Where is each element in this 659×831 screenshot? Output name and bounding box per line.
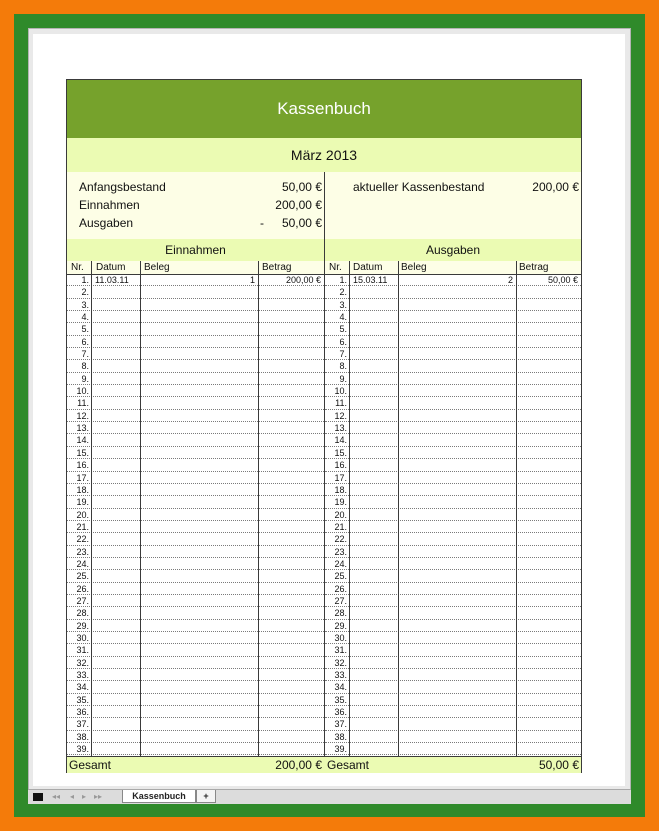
ausgaben-row[interactable] bbox=[325, 681, 581, 693]
einnahmen-row[interactable] bbox=[67, 620, 324, 632]
ausgaben-row[interactable] bbox=[325, 706, 581, 718]
sheet-title[interactable]: Kassenbuch bbox=[67, 80, 581, 139]
ausgaben-row-beleg: 2 bbox=[507, 275, 513, 285]
einnahmen-line-beleg bbox=[258, 261, 259, 756]
einnahmen-heading[interactable]: Einnahmen bbox=[67, 239, 325, 262]
einnahmen-total-value: 200,00 € bbox=[275, 758, 322, 772]
ausgaben-row-nr: 39. bbox=[334, 744, 347, 755]
einnahmen-row-nr: 18. bbox=[76, 484, 89, 495]
einnahmen-row-datum: 11.03.11 bbox=[95, 275, 129, 285]
ausgaben-row[interactable] bbox=[325, 570, 581, 582]
einnahmen-row[interactable] bbox=[67, 521, 324, 533]
ausgaben-row[interactable] bbox=[325, 496, 581, 508]
ausgaben-row[interactable] bbox=[325, 644, 581, 656]
cashbook-sheet bbox=[66, 79, 582, 773]
ausgaben-row[interactable] bbox=[325, 632, 581, 644]
einnahmen-row[interactable] bbox=[67, 373, 324, 385]
kassenbestand-label: aktueller Kassenbestand bbox=[353, 180, 485, 194]
ausgaben-row-nr: 4. bbox=[339, 312, 347, 323]
ausgaben-row-nr: 9. bbox=[339, 373, 347, 384]
ausgaben-row-nr: 32. bbox=[334, 657, 347, 668]
einnahmen-row-nr: 33. bbox=[76, 670, 89, 680]
ausgaben-row-nr: 17. bbox=[334, 472, 347, 483]
einnahmen-row-nr: 1. bbox=[81, 275, 89, 285]
einnahmen-row[interactable] bbox=[67, 595, 324, 607]
ausgaben-row[interactable] bbox=[325, 509, 581, 521]
next-sheet-icon[interactable]: ▸ bbox=[82, 792, 87, 801]
einnahmen-row[interactable] bbox=[67, 484, 324, 496]
einnahmen-row-nr: 6. bbox=[81, 336, 89, 347]
ausgaben-row-nr: 14. bbox=[334, 435, 347, 446]
einnahmen-row[interactable] bbox=[67, 669, 324, 681]
ausgaben-row[interactable] bbox=[325, 472, 581, 484]
einnahmen-row-nr: 16. bbox=[76, 460, 89, 471]
last-sheet-icon[interactable]: ▸▸ bbox=[94, 792, 103, 801]
einnahmen-row[interactable] bbox=[67, 546, 324, 558]
anfangsbestand-label: Anfangsbestand bbox=[79, 180, 166, 194]
einnahmen-row-nr: 24. bbox=[76, 558, 89, 569]
einnahmen-row-nr: 15. bbox=[76, 447, 89, 458]
einnahmen-row-nr: 36. bbox=[76, 707, 89, 718]
einnahmen-row[interactable] bbox=[67, 447, 324, 459]
summary-block bbox=[67, 172, 581, 240]
einnahmen-row[interactable] bbox=[67, 434, 324, 446]
einnahmen-row-nr: 26. bbox=[76, 583, 89, 594]
ausgaben-row[interactable] bbox=[325, 669, 581, 681]
ausgaben-row[interactable] bbox=[325, 422, 581, 434]
einnahmen-row[interactable] bbox=[67, 657, 324, 669]
einnahmen-row[interactable] bbox=[67, 743, 324, 755]
first-sheet-icon[interactable]: ◂◂ bbox=[52, 792, 61, 801]
einnahmen-column-headers bbox=[67, 261, 325, 275]
einnahmen-row-nr: 22. bbox=[76, 534, 89, 545]
ausgaben-row[interactable] bbox=[325, 447, 581, 459]
ausgaben-row[interactable] bbox=[325, 323, 581, 335]
einnahmen-row-nr: 4. bbox=[81, 312, 89, 323]
einnahmen-row-nr: 21. bbox=[76, 521, 89, 532]
einnahmen-row-nr: 20. bbox=[76, 509, 89, 520]
einnahmen-row-nr: 31. bbox=[76, 645, 89, 656]
ausgaben-row-nr: 36. bbox=[334, 707, 347, 718]
einnahmen-row[interactable] bbox=[67, 706, 324, 718]
ausgaben-row[interactable] bbox=[325, 286, 581, 298]
sheet-tab-bar bbox=[28, 789, 631, 804]
center-divider bbox=[324, 239, 325, 756]
ausgaben-row[interactable] bbox=[325, 336, 581, 348]
einnahmen-row-beleg: 1 bbox=[249, 275, 255, 285]
ausgaben-grid bbox=[325, 274, 581, 756]
prev-sheet-icon[interactable]: ◂ bbox=[70, 792, 75, 801]
ausgaben-row-nr: 37. bbox=[334, 719, 347, 730]
einnahmen-row[interactable] bbox=[67, 632, 324, 644]
ausgaben-row-nr: 2. bbox=[339, 287, 347, 298]
einnahmen-row-nr: 37. bbox=[76, 719, 89, 730]
einnahmen-col-datum[interactable]: Datum bbox=[96, 262, 126, 273]
einnahmen-row-nr: 35. bbox=[76, 694, 89, 705]
einnahmen-line-nr bbox=[91, 261, 92, 756]
einnahmen-row-nr: 11. bbox=[77, 398, 89, 409]
ausgaben-row-nr: 15. bbox=[334, 447, 347, 458]
einnahmen-row[interactable] bbox=[67, 410, 324, 422]
ausgaben-row[interactable] bbox=[325, 274, 581, 286]
einnahmen-row-nr: 14. bbox=[76, 435, 89, 446]
einnahmen-row[interactable] bbox=[67, 583, 324, 595]
ausgaben-row-betrag: 50,00 € bbox=[547, 275, 578, 285]
ausgaben-row[interactable] bbox=[325, 484, 581, 496]
einnahmen-col-betrag[interactable]: Betrag bbox=[262, 262, 292, 273]
ausgaben-row[interactable] bbox=[325, 521, 581, 533]
ausgaben-row-nr: 19. bbox=[334, 497, 347, 508]
ausgaben-row[interactable] bbox=[325, 311, 581, 323]
einnahmen-grid bbox=[67, 274, 324, 756]
einnahmen-row[interactable] bbox=[67, 348, 324, 360]
einnahmen-row-nr: 9. bbox=[81, 373, 89, 384]
einnahmen-row[interactable] bbox=[67, 496, 324, 508]
ausgaben-row[interactable] bbox=[325, 533, 581, 545]
einnahmen-row-nr: 7. bbox=[81, 349, 89, 360]
einnahmen-row[interactable] bbox=[67, 459, 324, 471]
ausgaben-line-nr bbox=[349, 261, 350, 756]
einnahmen-row[interactable] bbox=[67, 472, 324, 484]
ausgaben-row[interactable] bbox=[325, 546, 581, 558]
ausgaben-minus: - bbox=[260, 216, 264, 230]
einnahmen-row[interactable] bbox=[67, 274, 324, 286]
einnahmen-row-nr: 23. bbox=[76, 546, 89, 557]
einnahmen-row[interactable] bbox=[67, 397, 324, 409]
ausgaben-row-nr: 21. bbox=[334, 521, 347, 532]
ausgaben-row-nr: 27. bbox=[334, 595, 347, 606]
sheet-tab-kassenbuch[interactable]: Kassenbuch bbox=[122, 790, 196, 803]
einnahmen-row[interactable] bbox=[67, 718, 324, 730]
einnahmen-row[interactable] bbox=[67, 694, 324, 706]
ausgaben-row[interactable] bbox=[325, 607, 581, 619]
einnahmen-row-nr: 38. bbox=[76, 731, 89, 742]
ausgaben-row-nr: 35. bbox=[334, 694, 347, 705]
kassenbestand-value: 200,00 € bbox=[532, 180, 579, 194]
einnahmen-row[interactable] bbox=[67, 286, 324, 298]
ausgaben-row-nr: 28. bbox=[334, 608, 347, 619]
ausgaben-label: Ausgaben bbox=[79, 216, 134, 230]
ausgaben-row-nr: 8. bbox=[339, 361, 347, 372]
ausgaben-row-nr: 22. bbox=[334, 534, 347, 545]
einnahmen-row[interactable] bbox=[67, 570, 324, 582]
ausgaben-row[interactable] bbox=[325, 459, 581, 471]
einnahmen-row[interactable] bbox=[67, 509, 324, 521]
einnahmen-row-nr: 5. bbox=[81, 324, 89, 335]
ausgaben-row-nr: 25. bbox=[334, 571, 347, 582]
ausgaben-row-nr: 16. bbox=[334, 460, 347, 471]
ausgaben-row[interactable] bbox=[325, 558, 581, 570]
einnahmen-row[interactable] bbox=[67, 360, 324, 372]
ausgaben-line-beleg bbox=[516, 261, 517, 756]
ausgaben-value: 50,00 € bbox=[281, 216, 322, 230]
ausgaben-column-headers bbox=[325, 261, 581, 275]
ausgaben-row-nr: 31. bbox=[334, 645, 347, 656]
einnahmen-value: 200,00 € bbox=[275, 198, 322, 212]
ausgaben-row-nr: 13. bbox=[334, 423, 347, 434]
ausgaben-row[interactable] bbox=[325, 373, 581, 385]
einnahmen-row-nr: 19. bbox=[76, 497, 89, 508]
ausgaben-row-nr: 10. bbox=[334, 386, 347, 397]
einnahmen-row-nr: 17. bbox=[76, 472, 89, 483]
ausgaben-row-nr: 12. bbox=[334, 410, 347, 421]
summary-row-ausgaben[interactable] bbox=[67, 215, 581, 231]
ausgaben-row-nr: 18. bbox=[334, 484, 347, 495]
ausgaben-row[interactable] bbox=[325, 694, 581, 706]
einnahmen-row[interactable] bbox=[67, 731, 324, 743]
einnahmen-col-beleg[interactable]: Beleg bbox=[144, 262, 170, 273]
ausgaben-col-datum[interactable]: Datum bbox=[353, 262, 383, 273]
einnahmen-row[interactable] bbox=[67, 607, 324, 619]
einnahmen-row[interactable] bbox=[67, 422, 324, 434]
ausgaben-total-value: 50,00 € bbox=[538, 758, 579, 772]
einnahmen-row-nr: 2. bbox=[81, 287, 89, 298]
ausgaben-line-datum bbox=[398, 261, 399, 756]
einnahmen-row-nr: 32. bbox=[76, 657, 89, 668]
einnahmen-row[interactable] bbox=[67, 385, 324, 397]
ausgaben-heading[interactable]: Ausgaben bbox=[325, 239, 581, 262]
einnahmen-total-label: Gesamt bbox=[69, 758, 112, 772]
ausgaben-row[interactable] bbox=[325, 718, 581, 730]
ausgaben-row-nr: 3. bbox=[339, 299, 347, 310]
ausgaben-row[interactable] bbox=[325, 731, 581, 743]
ausgaben-row[interactable] bbox=[325, 385, 581, 397]
ausgaben-row-nr: 30. bbox=[334, 632, 347, 643]
einnahmen-row-nr: 27. bbox=[76, 595, 89, 606]
summary-row-einnahmen[interactable] bbox=[67, 197, 581, 213]
einnahmen-row[interactable] bbox=[67, 323, 324, 335]
einnahmen-label: Einnahmen bbox=[79, 198, 140, 212]
einnahmen-row-nr: 39. bbox=[76, 744, 89, 755]
einnahmen-row-nr: 34. bbox=[76, 682, 89, 693]
total-row[interactable] bbox=[67, 756, 581, 773]
einnahmen-row[interactable] bbox=[67, 558, 324, 570]
ausgaben-row-nr: 29. bbox=[334, 620, 347, 631]
ausgaben-row-nr: 6. bbox=[339, 336, 347, 347]
month-label[interactable]: März 2013 bbox=[67, 138, 581, 173]
ausgaben-total-label: Gesamt bbox=[327, 758, 370, 772]
ausgaben-row-nr: 11. bbox=[335, 398, 347, 409]
einnahmen-row-nr: 25. bbox=[76, 571, 89, 582]
ausgaben-row[interactable] bbox=[325, 620, 581, 632]
ausgaben-row[interactable] bbox=[325, 657, 581, 669]
ausgaben-row-datum: 15.03.11 bbox=[353, 275, 388, 285]
ausgaben-row[interactable] bbox=[325, 434, 581, 446]
ausgaben-row[interactable] bbox=[325, 397, 581, 409]
einnahmen-row-nr: 13. bbox=[76, 423, 89, 434]
ausgaben-row[interactable] bbox=[325, 410, 581, 422]
ausgaben-row-nr: 5. bbox=[339, 324, 347, 335]
ausgaben-col-betrag[interactable]: Betrag bbox=[519, 262, 549, 273]
einnahmen-col-nr[interactable]: Nr. bbox=[71, 262, 84, 273]
einnahmen-row[interactable] bbox=[67, 311, 324, 323]
einnahmen-row-nr: 30. bbox=[76, 632, 89, 643]
einnahmen-row-nr: 28. bbox=[76, 608, 89, 619]
einnahmen-row[interactable] bbox=[67, 299, 324, 311]
einnahmen-row[interactable] bbox=[67, 336, 324, 348]
ausgaben-row[interactable] bbox=[325, 360, 581, 372]
einnahmen-row-nr: 10. bbox=[76, 386, 89, 397]
einnahmen-line-datum bbox=[140, 261, 141, 756]
ausgaben-row-nr: 23. bbox=[334, 546, 347, 557]
summary-row-anfangsbestand[interactable] bbox=[67, 179, 581, 195]
ausgaben-col-beleg[interactable]: Beleg bbox=[401, 262, 427, 273]
ausgaben-row[interactable] bbox=[325, 299, 581, 311]
einnahmen-row-nr: 29. bbox=[76, 620, 89, 631]
ausgaben-row-nr: 33. bbox=[334, 670, 347, 680]
einnahmen-row[interactable] bbox=[67, 533, 324, 545]
anfangsbestand-value: 50,00 € bbox=[281, 180, 322, 194]
ausgaben-row[interactable] bbox=[325, 595, 581, 607]
ausgaben-row[interactable] bbox=[325, 743, 581, 755]
ausgaben-row[interactable] bbox=[325, 583, 581, 595]
ausgaben-row-nr: 1. bbox=[339, 275, 347, 285]
ausgaben-row-nr: 7. bbox=[339, 349, 347, 360]
ausgaben-row-nr: 38. bbox=[334, 731, 347, 742]
einnahmen-row[interactable] bbox=[67, 681, 324, 693]
einnahmen-row-nr: 12. bbox=[76, 410, 89, 421]
ausgaben-col-nr[interactable]: Nr. bbox=[329, 262, 342, 273]
ausgaben-row-nr: 20. bbox=[334, 509, 347, 520]
einnahmen-row[interactable] bbox=[67, 644, 324, 656]
einnahmen-row-nr: 3. bbox=[81, 299, 89, 310]
ausgaben-row-nr: 34. bbox=[334, 682, 347, 693]
ausgaben-row[interactable] bbox=[325, 348, 581, 360]
einnahmen-row-betrag: 200,00 € bbox=[285, 275, 321, 285]
corner-block bbox=[33, 793, 43, 801]
add-sheet-button[interactable]: + bbox=[196, 790, 216, 803]
ausgaben-row-nr: 26. bbox=[334, 583, 347, 594]
ausgaben-row-nr: 24. bbox=[334, 558, 347, 569]
einnahmen-row-nr: 8. bbox=[81, 361, 89, 372]
